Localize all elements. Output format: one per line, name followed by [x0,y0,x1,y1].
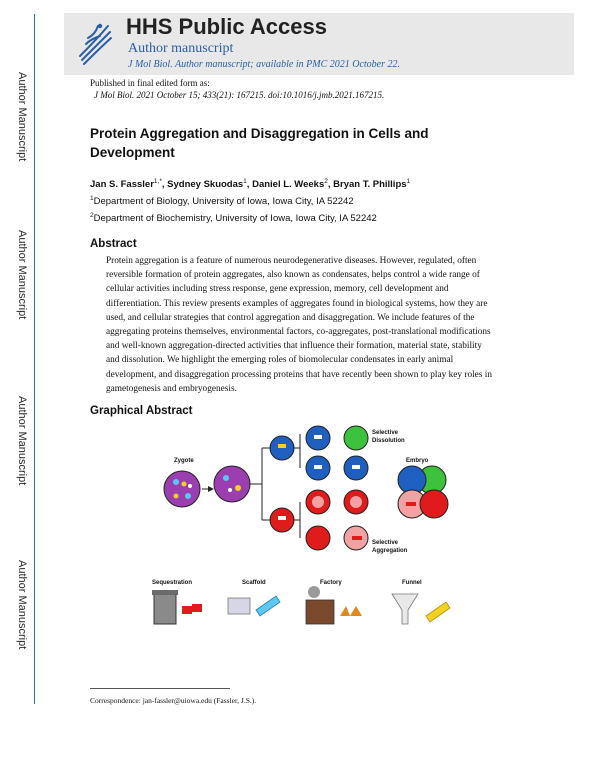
author-name: Jan S. Fassler [90,179,154,191]
protein-blob [174,494,179,499]
protein-blob [352,536,362,540]
author-sup: 1,* [153,178,162,185]
embryo-cell [420,490,448,518]
scaffold-icon [228,598,250,614]
hhs-title: HHS Public Access [126,14,327,39]
footnote-rule [90,688,230,689]
protein-blob [314,435,322,439]
author-sup: 2 [324,178,328,185]
abstract-heading: Abstract [90,238,137,250]
arrow-head [208,486,214,492]
funnel-icon [392,594,418,624]
author-sup: 1 [243,178,247,185]
protein-blob [256,596,280,616]
header-subtitle: Author manuscript [128,41,234,56]
selective-aggregation-label: Selective [372,540,399,546]
green-cell [344,426,368,450]
protein-blob [228,488,232,492]
sidebar-label: Author Manuscript [16,230,28,320]
scaffold-label: Scaffold [242,580,266,586]
affiliation: $^2$Department of Biochemistry, University of Iowa, Iowa City, IA 52242 [90,212,377,225]
publication-citation: J Mol Biol. 2021 October 15; 433(21): 167215. doi:10.1016/j.jmb.2021.167215. [94,90,385,100]
author-manuscript-sidebar [0,0,30,776]
protein-blob [278,444,286,448]
protein-blob [223,475,229,481]
paper-title: Protein Aggregation and Disaggregation in Cells and Development [90,126,429,160]
embryo-label: Embryo [406,458,429,464]
author-sup: 1 [406,178,411,185]
protein-blob [312,496,324,508]
graphical-abstract-figure [150,424,480,634]
header-citation: J Mol Biol. Author manuscript; available in PMC 2021 October 22. [128,59,401,70]
red-cell [306,526,330,550]
protein-blob [352,465,360,469]
selective-dissolution-label: Dissolution [372,438,405,444]
protein-blob [406,502,416,506]
two-cell-stage [214,466,250,502]
author-list: Jan S. Fassler$^{1,*}$, Sydney Skuodas$^1$, Daniel L. Weeks$^2$, Bryan T. Phillips$^1$ [90,178,411,191]
zygote-label: Zygote [174,458,194,464]
protein-blob [235,485,241,491]
sidebar-label: Author Manuscript [16,72,28,162]
factory-label: Factory [320,580,342,586]
protein-blob [278,516,286,520]
protein-blob [182,606,192,614]
factory-icon [306,600,334,624]
protein-blob [173,479,179,485]
author-name: Sydney Skuodas [167,179,244,191]
protein-blob [188,484,192,488]
selective-aggregation-label: Aggregation [372,548,408,554]
protein-blob [185,493,191,499]
author-name: Daniel L. Weeks [252,179,325,191]
affiliation: $^1$Department of Biology, University of Iowa, Iowa City, IA 52242 [90,195,354,208]
correspondence-footnote: Correspondence: jan-fassler@uiowa.edu (Fassler, J.S.). [90,696,257,705]
protein-blob [350,496,362,508]
protein-blob [314,465,322,469]
zygote-cell [164,471,200,507]
abstract-text: Protein aggregation is a feature of numerous neurodegenerative diseases. However, regulated, often reversible formation of protein aggregates, also known as condensates, helps control a wide range of cellular activities including stress response, gene expression, memory, cell development and differentiation. This review presents examples of aggregates found in biological systems, how they are used, and cellular strategies that control aggregation and disaggregation. We include features of the aggregating proteins themselves, environmental factors, co-aggregates, post-translational modifications and well-known aggregation-directed activities that influence their formation, material state, stability and dissolution. We highlight the emerging roles of biomolecular condensates in early animal development, and disaggregation processing proteins that have recently been shown to play key roles in gametogenesis and embryogenesis. [106,256,492,394]
hhs-eagle-icon [74,18,114,68]
protein-blob [192,604,202,612]
graphical-abstract-heading: Graphical Abstract [90,405,193,417]
protein-blob [426,602,450,622]
published-label: Published in final edited form as: [90,78,210,88]
protein-blob [340,606,362,616]
sequestration-label: Sequestration [152,580,193,586]
smoke-cloud [308,586,320,598]
author-name: Bryan T. Phillips [333,179,407,191]
protein-blob [182,482,187,487]
selective-dissolution-label: Selective [372,430,399,436]
sidebar-label: Author Manuscript [16,560,28,650]
trash-can-lid [152,590,178,595]
funnel-label: Funnel [402,580,422,586]
sidebar-rule [34,14,35,704]
trash-can-icon [154,594,176,624]
sidebar-label: Author Manuscript [16,396,28,486]
